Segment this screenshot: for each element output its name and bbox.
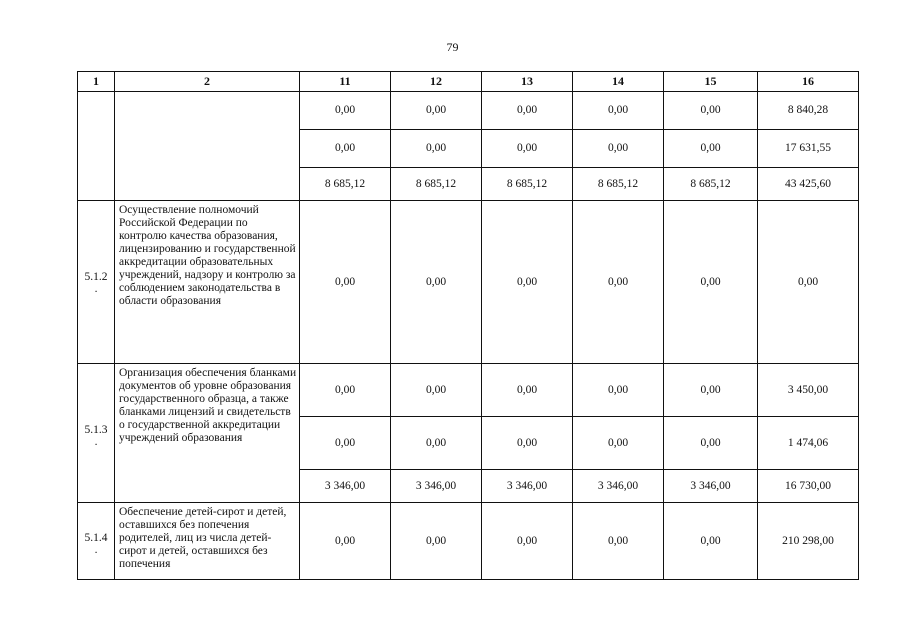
value-cell: 3 346,00 — [482, 470, 573, 503]
value-cell: 8 840,28 — [758, 92, 859, 130]
value-cell: 0,00 — [300, 503, 391, 580]
value-cell: 0,00 — [573, 417, 664, 470]
value-cell: 0,00 — [391, 364, 482, 417]
row-number-dot: . — [94, 435, 98, 448]
value-cell: 0,00 — [573, 201, 664, 364]
value-cell: 0,00 — [300, 92, 391, 130]
col-header: 14 — [573, 72, 664, 92]
value-cell: 0,00 — [391, 201, 482, 364]
value-cell: 1 474,06 — [758, 417, 859, 470]
table-row — [78, 92, 859, 130]
row-description: Осуществление полномочий Российской Федерации по контролю качества образования, лицензированию и государственной аккредитации образовательных учреждений, надзору и контролю за соблюдением законодательства в области образования — [115, 201, 300, 364]
budget-table — [77, 71, 859, 580]
value-cell: 8 685,12 — [482, 168, 573, 201]
col-header: 12 — [391, 72, 482, 92]
value-cell: 8 685,12 — [664, 168, 758, 201]
value-cell: 16 730,00 — [758, 470, 859, 503]
value-cell: 0,00 — [482, 417, 573, 470]
value-cell: 8 685,12 — [391, 168, 482, 201]
value-cell: 0,00 — [300, 201, 391, 364]
row-number-dot: . — [94, 282, 98, 295]
col-header: 2 — [115, 72, 300, 92]
value-cell: 0,00 — [391, 503, 482, 580]
value-cell: 8 685,12 — [573, 168, 664, 201]
value-cell: 0,00 — [482, 503, 573, 580]
value-cell: 0,00 — [391, 417, 482, 470]
row-number-dot: . — [94, 543, 98, 556]
value-cell: 3 346,00 — [391, 470, 482, 503]
value-cell: 3 346,00 — [664, 470, 758, 503]
col-header: 15 — [664, 72, 758, 92]
value-cell: 0,00 — [391, 130, 482, 168]
value-cell: 0,00 — [573, 130, 664, 168]
value-cell: 0,00 — [664, 503, 758, 580]
header-row — [78, 72, 859, 92]
value-cell: 0,00 — [482, 92, 573, 130]
value-cell: 3 346,00 — [573, 470, 664, 503]
page-number: 79 — [446, 40, 459, 54]
row-number: 5.1.2 — [84, 270, 108, 283]
value-cell: 0,00 — [664, 417, 758, 470]
row-number-cell — [78, 201, 115, 364]
value-cell: 3 346,00 — [300, 470, 391, 503]
value-cell: 210 298,00 — [758, 503, 859, 580]
value-cell: 17 631,55 — [758, 130, 859, 168]
value-cell: 3 450,00 — [758, 364, 859, 417]
table-row — [78, 364, 859, 417]
value-cell: 0,00 — [758, 201, 859, 364]
row-number: 5.1.3 — [84, 423, 108, 436]
value-cell: 0,00 — [664, 130, 758, 168]
row-description: Обеспечение детей-сирот и детей, оставшихся без попечения родителей, лиц из числа детей-сирот и детей, оставшихся без попечения — [115, 503, 300, 580]
col-header: 11 — [300, 72, 391, 92]
col-header: 13 — [482, 72, 573, 92]
row-number: 5.1.4 — [84, 531, 108, 544]
value-cell: 0,00 — [482, 364, 573, 417]
col-header: 1 — [78, 72, 115, 92]
row-number-cell — [78, 503, 115, 580]
value-cell: 0,00 — [391, 92, 482, 130]
value-cell: 0,00 — [573, 503, 664, 580]
value-cell: 8 685,12 — [300, 168, 391, 201]
table-row — [78, 503, 859, 580]
value-cell: 0,00 — [664, 92, 758, 130]
value-cell: 0,00 — [300, 364, 391, 417]
value-cell: 0,00 — [573, 92, 664, 130]
value-cell: 43 425,60 — [758, 168, 859, 201]
value-cell: 0,00 — [300, 130, 391, 168]
value-cell: 0,00 — [664, 201, 758, 364]
row-description: Организация обеспечения бланками документов об уровне образования государственного образца, а также бланками лицензий и свидетельств о государственной аккредитации учреждений образования — [115, 364, 300, 503]
value-cell: 0,00 — [300, 417, 391, 470]
row-number-cell — [78, 92, 115, 201]
value-cell: 0,00 — [573, 364, 664, 417]
table-row — [78, 201, 859, 364]
value-cell: 0,00 — [664, 364, 758, 417]
value-cell: 0,00 — [482, 201, 573, 364]
value-cell: 0,00 — [482, 130, 573, 168]
row-number-cell — [78, 364, 115, 503]
col-header: 16 — [758, 72, 859, 92]
row-description-cell — [115, 92, 300, 201]
